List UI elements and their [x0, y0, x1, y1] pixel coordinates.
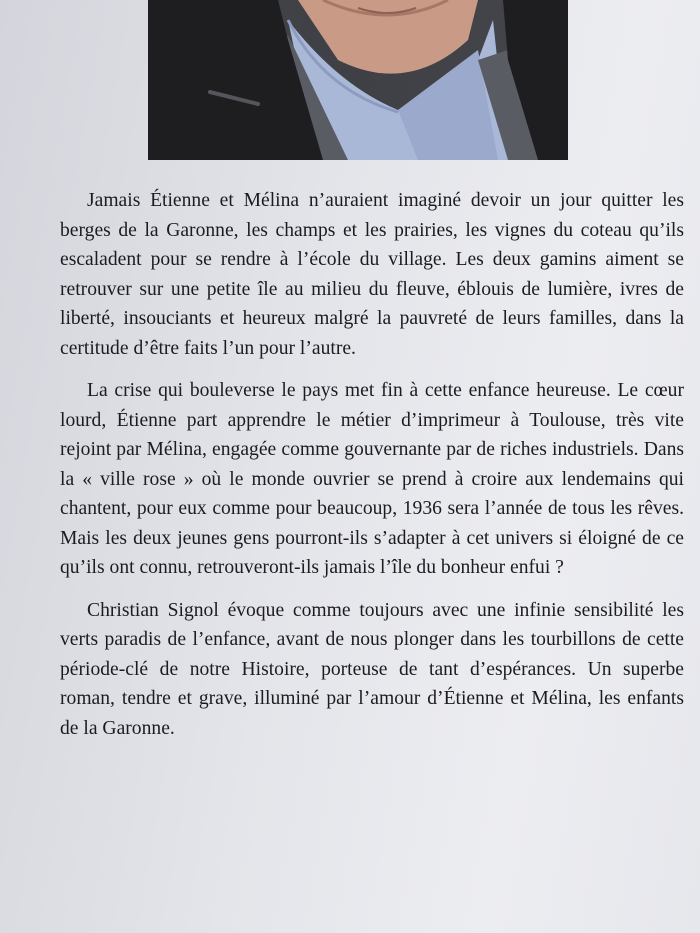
paragraph-2: La crise qui bouleverse le pays met fin à cette enfance heureuse. Le cœur lourd, Étienne part apprendre le métier d’imprimeur à Toulouse, très vite rejoint par Mélina, engagée comme gouvernante par de riches industriels. Dans la « ville rose » où le monde ouvrier se prend à croire aux lendemains qui chantent, pour eux comme pour beaucoup, 1936 sera l’année de tous les rêves. Mais les deux jeunes gens pourront-ils s’adapter à cet univers si éloigné de ce qu’ils ont connu, retrouveront-ils jamais l’île du bonheur enfui ? — [60, 380, 684, 578]
author-photo — [148, 0, 568, 160]
author-portrait-illustration — [148, 0, 568, 160]
paragraph-3: Christian Signol évoque comme toujours avec une infinie sensibilité les verts paradis de l’enfance, avant de nous plonger dans les tourbillons de cette période-clé de notre Histoire, porteuse de tant d’espérances. Un superbe roman, tendre et grave, illuminé par l’amour d’Étienne et Mélina, les enfants de la Garonne. — [60, 599, 684, 739]
paragraph-1: Jamais Étienne et Mélina n’auraient imaginé devoir un jour quitter les berges de la Garonne, les champs et les prairies, les vignes du coteau qu’ils escaladent pour se rendre à l’école du village. Les deux gamins aiment se retrouver sur une petite île au milieu du fleuve, éblouis de lumière, ivres de liberté, insouciants et heureux malgré la pauvreté de leurs familles, dans la certitude d’être faits l’un pour l’autre. — [60, 190, 684, 359]
back-cover-text — [60, 186, 684, 756]
